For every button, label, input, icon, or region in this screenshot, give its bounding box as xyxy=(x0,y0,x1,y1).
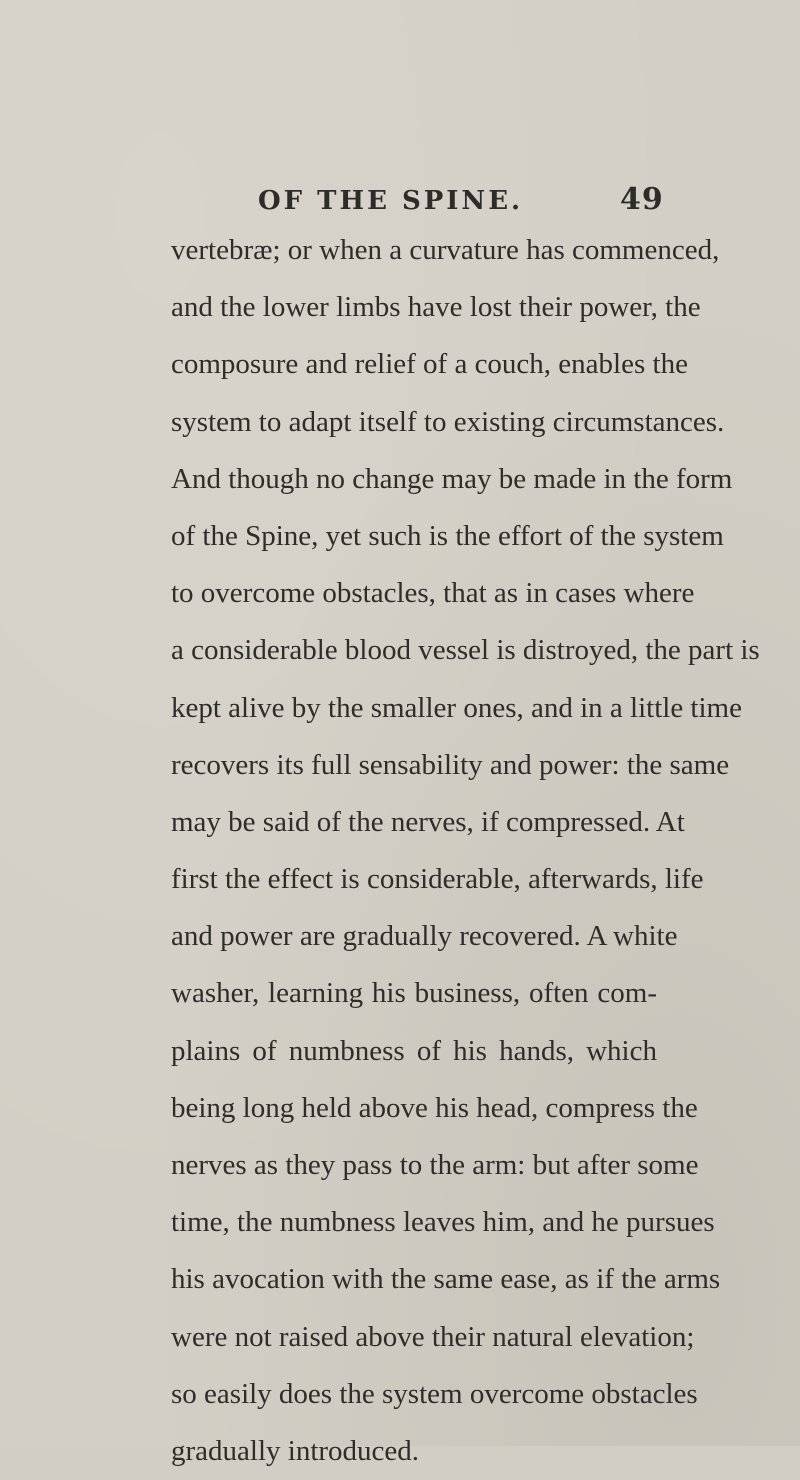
text-line: a considerable blood vessel is distroyed, the part is xyxy=(171,634,760,667)
text-line: washer, learning his business, often com- xyxy=(171,977,657,1010)
text-line: time, the numbness leaves him, and he pursues xyxy=(171,1206,715,1239)
text-line: plains of numbness of his hands, which xyxy=(171,1034,657,1067)
text-line: were not raised above their natural elevation; xyxy=(171,1320,695,1353)
text-line: system to adapt itself to existing circumstances. xyxy=(171,405,725,438)
text-line: and power are gradually recovered. A white xyxy=(171,920,678,953)
text-line: first the effect is considerable, afterwards, life xyxy=(171,863,704,896)
text-line: may be said of the nerves, if compressed. At xyxy=(171,805,685,838)
text-line: And though no change may be made in the form xyxy=(171,462,733,495)
page-number: 49 xyxy=(620,182,664,217)
text-line: kept alive by the smaller ones, and in a little time xyxy=(171,691,742,724)
text-line: composure and relief of a couch, enables the xyxy=(171,348,688,381)
body-text xyxy=(171,222,760,1480)
text-line: his avocation with the same ease, as if the arms xyxy=(171,1263,721,1296)
running-head: OF THE SPINE. xyxy=(258,186,524,216)
page-header xyxy=(0,182,800,226)
text-line: and the lower limbs have lost their power, the xyxy=(171,291,701,324)
text-line: recovers its full sensability and power: the same xyxy=(171,748,730,781)
text-line: to overcome obstacles, that as in cases where xyxy=(171,577,695,610)
text-line: gradually introduced. xyxy=(171,1434,420,1467)
text-line: vertebræ; or when a curvature has commenced, xyxy=(171,234,720,266)
text-line: nerves as they pass to the arm: but after some xyxy=(171,1149,699,1181)
text-line: of the Spine, yet such is the effort of the system xyxy=(171,519,724,552)
text-line: being long held above his head, compress the xyxy=(171,1091,698,1124)
text-line: so easily does the system overcome obstacles xyxy=(171,1377,698,1410)
